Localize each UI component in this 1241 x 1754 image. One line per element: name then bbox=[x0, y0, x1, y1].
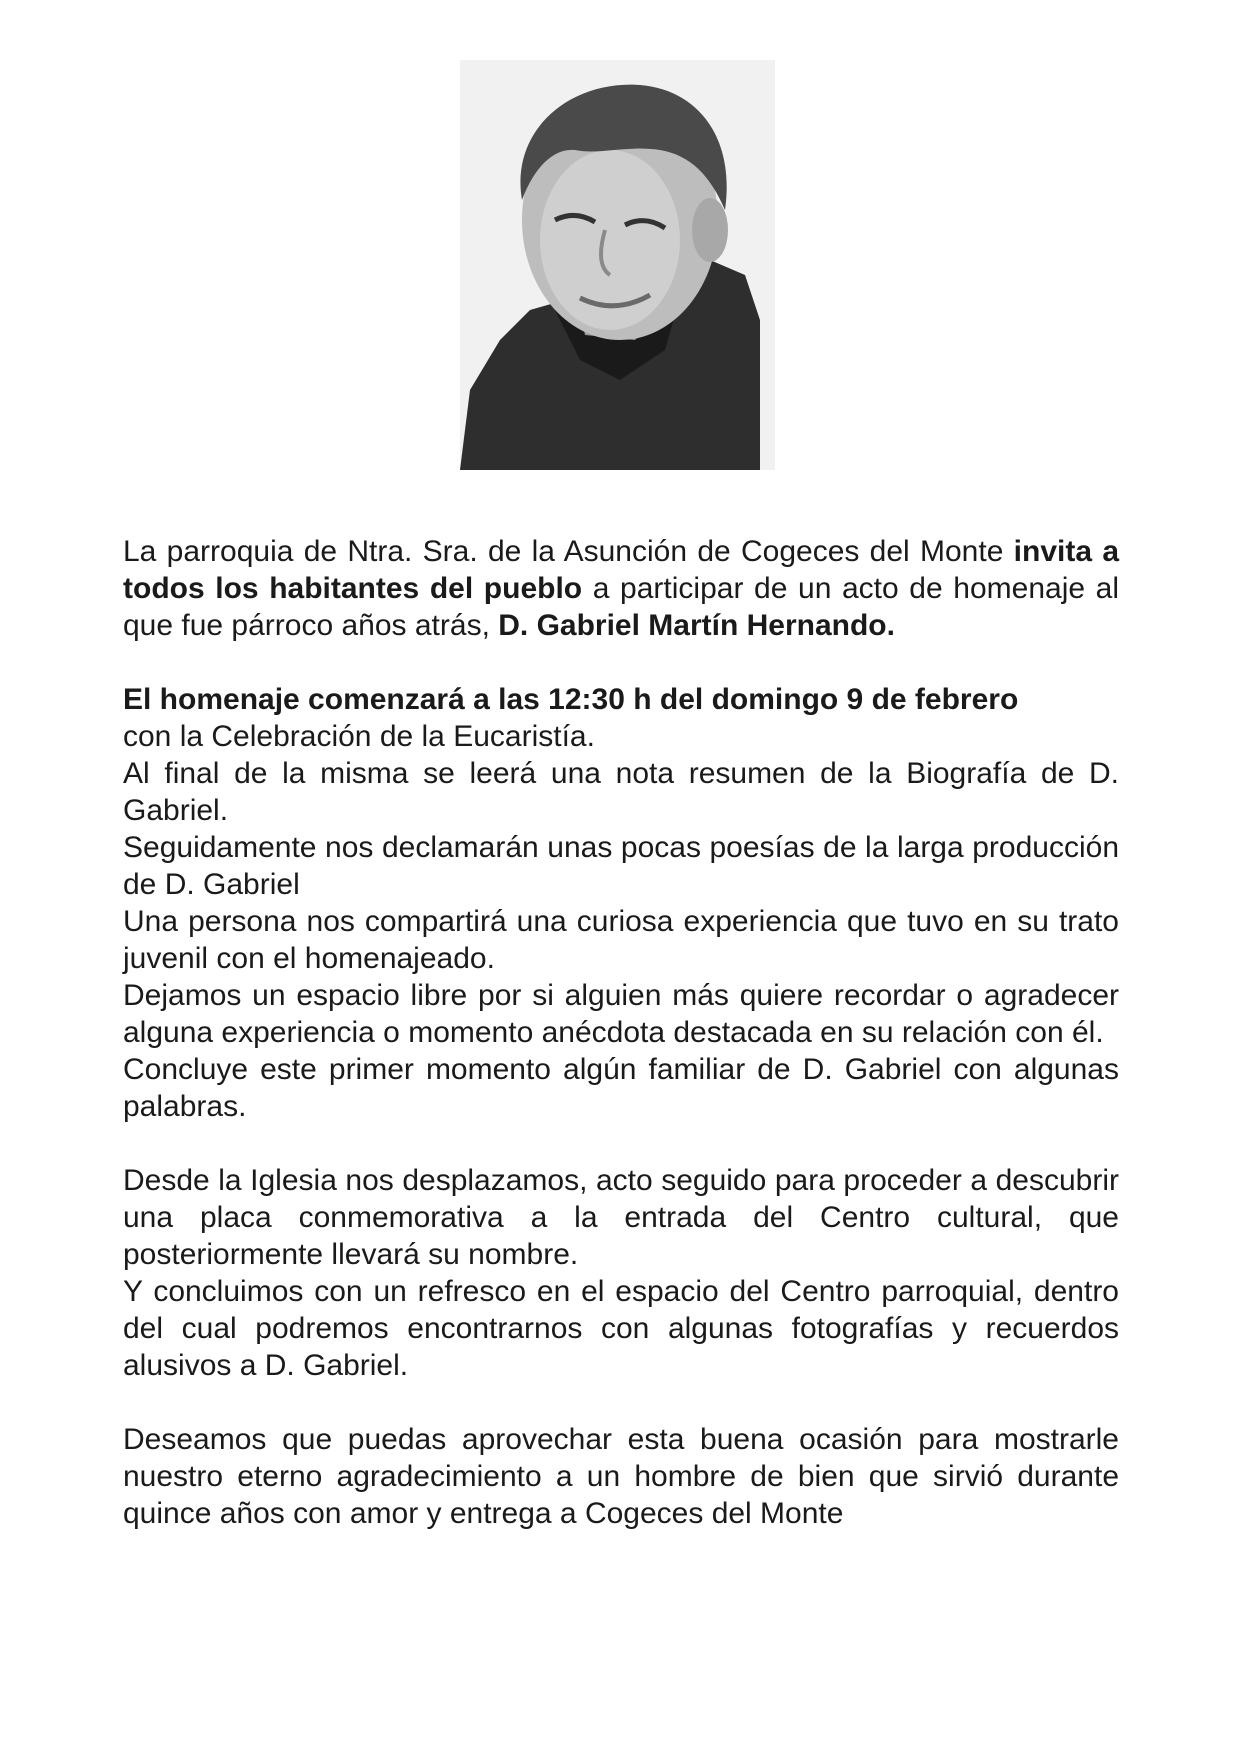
paragraph-gap bbox=[123, 1125, 1119, 1162]
intro-text-2: a participar de un acto de homenaje al que fue párroco años atrás, bbox=[123, 572, 1120, 642]
after-line-2: Y concluimos con un refresco en el espacio del Centro parroquial, dentro del cual podremos encontrarnos con algunas fotografías y recuerdos alusivos a D. Gabriel. bbox=[123, 1275, 1119, 1382]
program-line-5: Dejamos un espacio libre por si alguien más quiere recordar o agradecer alguna experiencia o momento anécdota destacada en su relación con él. bbox=[123, 979, 1119, 1049]
program-line-4: Una persona nos compartirá una curiosa experiencia que tuvo en su trato juvenil con el homenajeado. bbox=[123, 905, 1119, 975]
intro-bold-name: D. Gabriel Martín Hernando. bbox=[498, 609, 895, 642]
invitation-text bbox=[123, 533, 1119, 1532]
program-line-1: con la Celebración de la Eucaristía. bbox=[123, 720, 595, 753]
program-heading bbox=[123, 681, 1119, 718]
portrait-illustration bbox=[460, 60, 775, 470]
intro-paragraph bbox=[123, 533, 1119, 644]
intro-bold-invite: invita a todos los habitantes del pueblo bbox=[123, 535, 1120, 605]
program-line-3: Seguidamente nos declamarán unas pocas poesías de la larga producción de D. Gabriel bbox=[123, 831, 1119, 901]
closing-paragraph: Deseamos que puedas aprovechar esta buena ocasión para mostrarle nuestro eterno agradecimiento a un hombre de bien que sirvió durante quince años con amor y entrega a Cogeces del Monte bbox=[123, 1423, 1119, 1530]
paragraph-gap bbox=[123, 644, 1119, 681]
program-bold-start: El homenaje comenzará a las 12:30 h del domingo 9 de febrero bbox=[123, 683, 1019, 716]
portrait-photo bbox=[460, 60, 775, 470]
program-line-2: Al final de la misma se leerá una nota resumen de la Biografía de D. Gabriel. bbox=[123, 757, 1119, 827]
intro-text-1: La parroquia de Ntra. Sra. de la Asunción de Cogeces del Monte bbox=[123, 535, 1014, 568]
paragraph-gap bbox=[123, 1384, 1119, 1421]
after-line-1: Desde la Iglesia nos desplazamos, acto seguido para proceder a descubrir una placa conmemorativa a la entrada del Centro cultural, que posteriormente llevará su nombre. bbox=[123, 1164, 1119, 1271]
program-line-6: Concluye este primer momento algún familiar de D. Gabriel con algunas palabras. bbox=[123, 1053, 1119, 1123]
